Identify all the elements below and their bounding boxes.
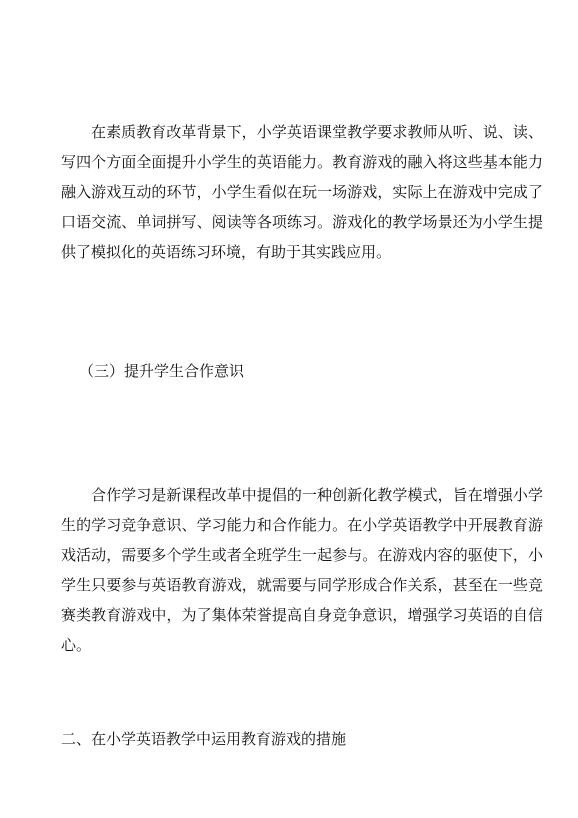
section-heading: 二、在小学英语教学中运用教育游戏的措施	[61, 730, 347, 748]
subsection-heading: （三）提升学生合作意识	[79, 362, 245, 380]
body-paragraph: 在素质教育改革背景下，小学英语课堂教学要求教师从听、说、读、写四个方面全面提升小学生的英语能力。教育游戏的融入将这些基本能力融入游戏互动的环节，小学生看似在玩一场游戏，实际上在游戏中完成了口语交流、单词拼写、阅读等各项练习。游戏化的教学场景还为小学生提供了模拟化的英语练习环境，有助于其实践应用。	[61, 123, 543, 261]
body-paragraph: 合作学习是新课程改革中提倡的一种创新化教学模式，旨在增强小学生的学习竞争意识、学习能力和合作能力。在小学英语教学中开展教育游戏活动，需要多个学生或者全班学生一起参与。在游戏内容的驱使下，小学生只要参与英语教育游戏，就需要与同学形成合作关系，甚至在一些竞赛类教育游戏中，为了集体荣誉提高自身竞争意识，增强学习英语的自信心。	[61, 486, 543, 654]
